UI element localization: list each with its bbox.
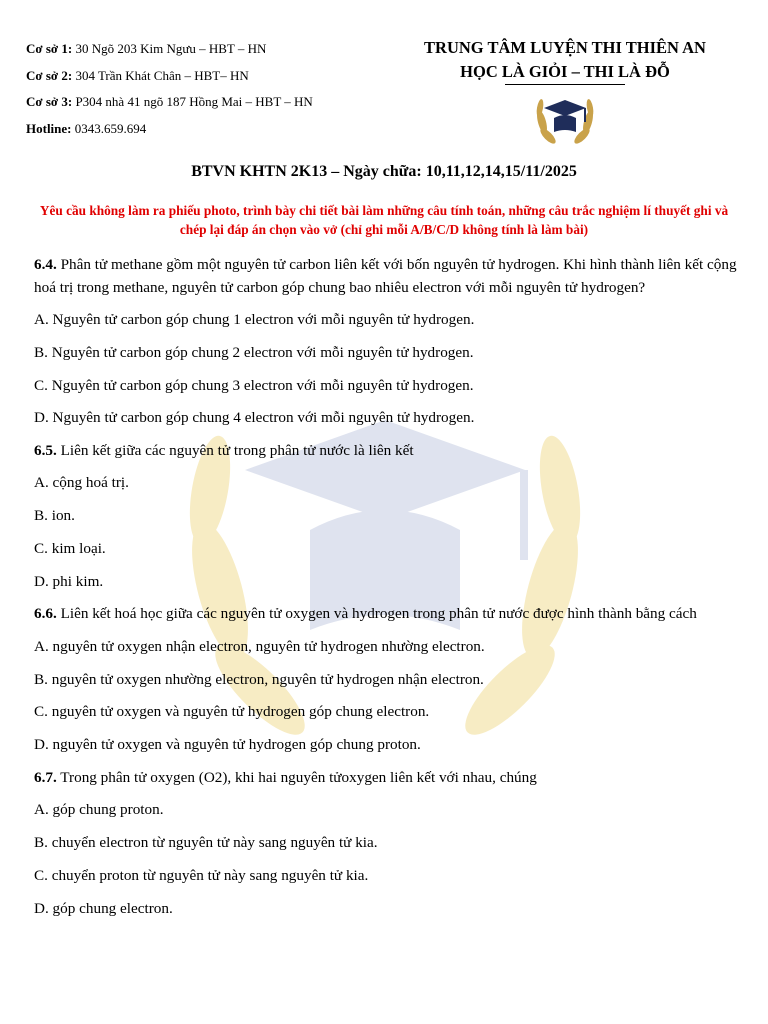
question-6-7: 6.7. Trong phân tử oxygen (O2), khi hai nguyên tửoxygen liên kết với nhau, chúng [34, 768, 537, 786]
question-list [34, 254, 740, 920]
option: C. chuyển proton từ nguyên tử này sang nguyên tử kia. [34, 866, 369, 884]
address-line: Cơ sở 1: 30 Ngõ 203 Kim Ngưu – HBT – HN [26, 41, 267, 56]
option: A. Nguyên tử carbon góp chung 1 electron với mỗi nguyên tử hydrogen. [34, 311, 475, 328]
option: A. cộng hoá trị. [34, 474, 129, 492]
hotline: Hotline: 0343.659.694 [26, 120, 147, 136]
requirement-note: Yêu cầu không làm ra phiếu photo, trình bày chi tiết bài làm những câu tính toán, những câu trắc nghiệm lí thuyết ghi và chép lại đáp án chọn vào vở (chỉ ghi mỗi A/B/C/D không tính là làm bài) [39, 203, 729, 237]
slogan: HỌC LÀ GIỎI – THI LÀ ĐỖ [460, 62, 670, 81]
address-line: Cơ sở 3: P304 nhà 41 ngõ 187 Hồng Mai – HBT – HN [26, 94, 313, 109]
center-logo-icon [530, 92, 600, 148]
option: D. góp chung electron. [34, 899, 173, 917]
center-heading [410, 36, 720, 84]
question-6-4: 6.4. Phân tử methane gồm một nguyên tử carbon liên kết với bốn nguyên tử hydrogen. Khi hình thành liên kết cộng hoá trị trong methane, nguyên tử carbon góp chung bao nhiêu electron với mỗi nguyên tử hydrogen? [34, 256, 737, 296]
option: B. nguyên tử oxygen nhường electron, nguyên tử hydrogen nhận electron. [34, 670, 484, 688]
address-block [26, 36, 313, 142]
question-6-5: 6.5. Liên kết giữa các nguyên tử trong phân tử nước là liên kết [34, 441, 414, 459]
option: D. Nguyên tử carbon góp chung 4 electron với mỗi nguyên tử hydrogen. [34, 409, 475, 427]
center-name: TRUNG TÂM LUYỆN THI THIÊN AN [424, 38, 706, 57]
option: B. chuyển electron từ nguyên tử này sang nguyên tử kia. [34, 833, 378, 851]
option: D. phi kim. [34, 572, 104, 590]
title-underline [505, 84, 625, 85]
option: C. kim loại. [34, 539, 106, 557]
option: B. ion. [34, 507, 75, 525]
option: B. Nguyên tử carbon góp chung 2 electron với mỗi nguyên tử hydrogen. [34, 343, 474, 361]
option: A. nguyên tử oxygen nhận electron, nguyên tử hydrogen nhường electron. [34, 637, 485, 655]
option: A. góp chung proton. [34, 801, 164, 819]
homework-title: BTVN KHTN 2K13 – Ngày chữa: 10,11,12,14,15/11/2025 [191, 163, 577, 180]
question-6-6: 6.6. Liên kết hoá học giữa các nguyên tử oxygen và hydrogen trong phân tử nước được hình thành bằng cách [34, 605, 697, 623]
option: D. nguyên tử oxygen và nguyên tử hydrogen góp chung proton. [34, 736, 421, 754]
option: C. Nguyên tử carbon góp chung 3 electron với mỗi nguyên tử hydrogen. [34, 376, 474, 394]
option: C. nguyên tử oxygen và nguyên tử hydrogen góp chung electron. [34, 703, 430, 721]
address-line: Cơ sở 2: 304 Trần Khát Chân – HBT– HN [26, 67, 249, 83]
